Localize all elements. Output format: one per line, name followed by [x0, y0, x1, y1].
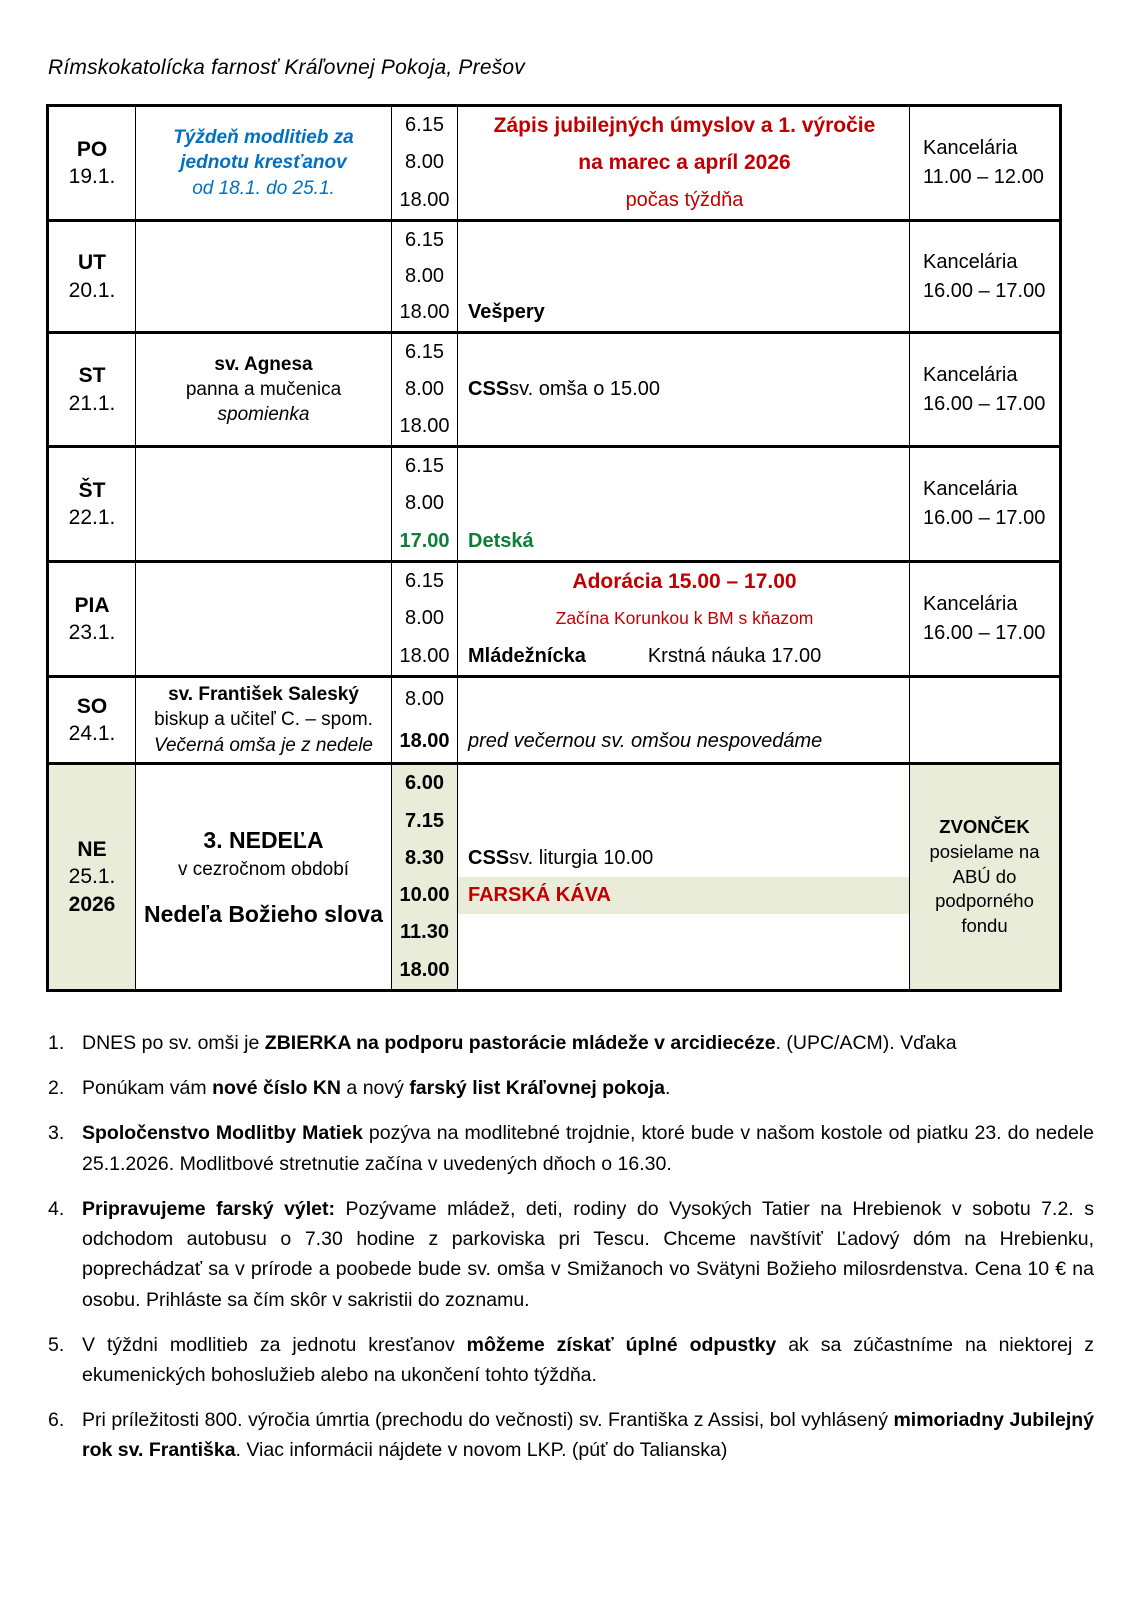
announcement-item-5: [48, 1330, 1094, 1390]
announcement-segment: . (UPC/ACM). Vďaka: [775, 1032, 957, 1054]
announcement-segment: ak sa zúčastníme na niektorej z ekumenických bohoslužieb alebo na ukončení tohto týždňa.: [82, 1333, 1094, 1386]
times-cell-ne: [391, 765, 457, 989]
time-value: 8.00: [405, 378, 444, 400]
office-line: 11.00 – 12.00: [923, 166, 1044, 188]
announcement-segment: a nový: [341, 1077, 410, 1100]
announcement-segment: DNES po sv. omši je: [82, 1032, 265, 1054]
desc-line: [458, 600, 909, 637]
office-line: 16.00 – 17.00: [923, 507, 1046, 529]
day-cell-so: [49, 678, 135, 762]
feast-cell-st: [135, 334, 391, 445]
announcement-number: 4.: [48, 1197, 65, 1220]
desc-line: [458, 222, 909, 258]
announcements-list: [48, 1028, 1094, 1466]
schedule-row-po: [49, 107, 1059, 219]
day-line: UT: [78, 251, 106, 275]
day-line: ŠT: [78, 478, 106, 502]
day-cell-ne: [49, 765, 135, 989]
office-line: posielame na ABÚ do podporného fondu: [929, 840, 1040, 937]
day-line: 20.1.: [68, 278, 116, 302]
desc-line: [458, 408, 909, 445]
announcement-segment: . Viac informácii nájdete v novom LKP. (púť do Talianska): [235, 1439, 728, 1462]
times-cell-so: [391, 678, 457, 762]
feast-line: Týždeň modlitieb za: [173, 127, 354, 149]
times-cell-stv: [391, 448, 457, 560]
desc-line: [458, 371, 909, 408]
desc-line: [458, 765, 909, 802]
desc-text: Krstná náuka 17.00: [647, 644, 822, 667]
feast-cell-ne: [135, 765, 391, 989]
office-line: Kancelária: [923, 593, 1018, 615]
announcement-text: [82, 1194, 1094, 1315]
day-line: 23.1.: [68, 621, 116, 644]
desc-text: Vešpery: [468, 301, 545, 324]
desc-line: [458, 914, 909, 951]
day-line: SO: [76, 694, 108, 718]
desc-line: [458, 678, 909, 720]
announcement-segment: Pri príležitosti 800. výročia úmrtia (prechodu do večnosti) sv. Františka z Assisi, bol vyhlásený: [82, 1409, 894, 1432]
time-value: 18.00: [399, 644, 450, 667]
desc-text: CSS: [468, 846, 510, 869]
feast-line: Nedeľa Božieho slova: [144, 900, 383, 927]
schedule-row-pia: [49, 560, 1059, 675]
desc-text: Zápis jubilejných úmyslov a 1. výročie: [493, 113, 876, 137]
desc-text: sv. liturgia 10.00: [509, 846, 654, 869]
schedule-row-stv: [49, 445, 1059, 560]
times-cell-pia: [391, 563, 457, 675]
desc-text: sv. omša o 15.00: [509, 378, 660, 400]
office-cell-so: [909, 678, 1059, 762]
office-cell-ut: [909, 222, 1059, 331]
day-line: 2026: [68, 892, 116, 916]
time-value: 6.15: [405, 114, 444, 137]
announcement-segment: .: [665, 1077, 671, 1100]
office-line: Kancelária: [923, 478, 1018, 500]
announcement-segment: Pripravujeme farský výlet:: [82, 1197, 336, 1220]
desc-cell-stv: [457, 448, 909, 560]
desc-line: [458, 638, 909, 675]
feast-cell-pia: [135, 563, 391, 675]
announcement-segment: nové číslo KN: [212, 1077, 342, 1100]
schedule-row-so: [49, 675, 1059, 762]
desc-text: Detská: [468, 529, 534, 552]
times-cell-ut: [391, 222, 457, 331]
desc-line: [458, 485, 909, 522]
announcement-segment: V týždni modlitieb za jednotu kresťanov: [82, 1333, 467, 1356]
office-cell-pia: [909, 563, 1059, 675]
office-cell-st: [909, 334, 1059, 445]
time-value: 6.15: [405, 341, 444, 363]
desc-text: Začína Korunkou k BM s kňazom: [555, 608, 814, 629]
announcement-segment: farský list Kráľovnej pokoja: [409, 1077, 666, 1100]
day-line: 22.1.: [68, 506, 116, 529]
announcement-number: 5.: [48, 1333, 65, 1356]
time-value: 18.00: [399, 188, 450, 211]
time-value: 17.00: [399, 529, 450, 552]
feast-line: Večerná omša je z nedele: [154, 734, 373, 756]
schedule-row-ne: [49, 762, 1059, 989]
day-cell-po: [49, 107, 135, 219]
announcement-item-4: [48, 1194, 1094, 1315]
time-value: 8.00: [405, 687, 444, 710]
office-line: Kancelária: [923, 250, 1018, 273]
day-line: 19.1.: [68, 165, 116, 188]
feast-line: jednotu kresťanov: [180, 152, 347, 174]
desc-text: na marec a apríl 2026: [578, 150, 791, 174]
announcement-segment: môžeme získať úplné odpustky: [466, 1333, 777, 1356]
times-cell-st: [391, 334, 457, 445]
times-cell-po: [391, 107, 457, 219]
day-line: ST: [78, 364, 106, 388]
desc-text: FARSKÁ KÁVA: [468, 884, 611, 907]
schedule-row-ut: [49, 219, 1059, 331]
day-line: PIA: [74, 593, 110, 617]
day-cell-ut: [49, 222, 135, 331]
time-value: 18.00: [399, 958, 450, 981]
desc-line: [458, 144, 909, 181]
schedule-table: [46, 104, 1062, 992]
announcement-item-1: [48, 1028, 1094, 1058]
desc-cell-ne: [457, 765, 909, 989]
desc-cell-po: [457, 107, 909, 219]
day-cell-stv: [49, 448, 135, 560]
desc-line: [458, 563, 909, 600]
desc-text: Adorácia 15.00 – 17.00: [572, 569, 797, 593]
desc-line: [458, 182, 909, 219]
feast-line: sv. Agnesa: [214, 353, 313, 375]
day-line: 24.1.: [68, 722, 116, 745]
desc-cell-so: [457, 678, 909, 762]
announcement-text: [82, 1330, 1094, 1390]
schedule-row-st: [49, 331, 1059, 445]
desc-line: [458, 523, 909, 560]
time-value: 8.00: [405, 151, 444, 174]
time-value: 11.30: [400, 921, 449, 944]
feast-line: 3. NEDEĽA: [203, 826, 324, 853]
day-cell-pia: [49, 563, 135, 675]
desc-cell-st: [457, 334, 909, 445]
desc-text: počas týždňa: [625, 188, 744, 211]
announcement-segment: ZBIERKA na podporu pastorácie mládeže v arcidiecéze: [264, 1032, 776, 1054]
announcement-segment: pozýva na modlitebné trojdnie, ktoré bude v našom kostole od piatku 23. do nedele 25.1.2026. Modlitbové stretnutie začína v uvedených dňoch o 16.30.: [82, 1122, 1094, 1175]
office-line: ZVONČEK: [939, 815, 1030, 837]
announcement-text: [82, 1118, 1094, 1178]
announcement-number: 1.: [48, 1032, 65, 1054]
time-value: 18.00: [399, 301, 450, 324]
desc-line-highlighted: [458, 877, 909, 914]
office-line: Kancelária: [923, 363, 1018, 386]
time-value: 10.00: [399, 884, 450, 907]
time-value: 8.00: [405, 607, 444, 630]
desc-line: [458, 295, 909, 331]
office-line: 16.00 – 17.00: [923, 279, 1046, 302]
desc-line: [458, 720, 909, 762]
time-value: 8.00: [405, 492, 444, 515]
announcement-number: 2.: [48, 1077, 65, 1100]
parish-title: Rímskokatolícka farnosť Kráľovnej Pokoja, Prešov: [48, 56, 525, 79]
time-value: 6.15: [405, 455, 444, 478]
feast-line: sv. František Saleský: [168, 684, 359, 706]
day-line: PO: [76, 137, 108, 161]
announcement-segment: mimoriadny Jubilejný rok sv. Františka: [82, 1409, 1095, 1462]
feast-line: v cezročnom období: [177, 859, 350, 881]
feast-line: biskup a učiteľ C. – spom.: [154, 709, 373, 731]
desc-line: [458, 258, 909, 294]
day-cell-st: [49, 334, 135, 445]
desc-text: CSS: [468, 378, 510, 400]
office-cell-stv: [909, 448, 1059, 560]
time-value: 8.30: [405, 846, 444, 869]
desc-text: Mládežnícka: [468, 644, 586, 667]
time-value: 6.15: [405, 570, 444, 593]
announcement-segment: Ponúkam vám: [82, 1077, 213, 1100]
day-line: 21.1.: [68, 391, 116, 415]
desc-line: [458, 840, 909, 877]
feast-line: panna a mučenica: [185, 378, 342, 400]
announcement-text: [82, 1028, 1094, 1058]
announcement-number: 6.: [48, 1409, 65, 1432]
feast-line: spomienka: [217, 404, 310, 426]
time-value: 18.00: [399, 415, 450, 437]
desc-text: pred večernou sv. omšou nespovedáme: [468, 729, 823, 752]
announcement-text: [82, 1405, 1094, 1465]
office-cell-po: [909, 107, 1059, 219]
announcement-item-3: [48, 1118, 1094, 1178]
desc-cell-ut: [457, 222, 909, 331]
feast-line: od 18.1. do 25.1.: [192, 177, 335, 199]
desc-line: [458, 334, 909, 371]
feast-cell-so: [135, 678, 391, 762]
announcement-segment: Pozývame mládež, deti, rodiny do Vysokých Tatier na Hrebienok v sobotu 7.2. s odchodom autobusu o 7.30 hodine z parkoviska pri Tescu. Chceme navštíviť Ľadový dóm na Hrebienku, poprechádzať sa v prírode a poobede bude sv. omša v Smižanoch vo Svätyni Božieho milosrdenstva. Cena 10 € na osobu. Prihláste sa čím skôr v sakristii do zoznamu.: [82, 1197, 1094, 1311]
desc-line: [458, 952, 909, 989]
office-line: 16.00 – 17.00: [923, 622, 1046, 644]
time-value: 6.00: [405, 772, 444, 795]
office-cell-ne: [909, 765, 1059, 989]
office-line: 16.00 – 17.00: [923, 392, 1046, 415]
day-line: 25.1.: [68, 865, 116, 889]
time-value: 7.15: [405, 809, 444, 832]
announcement-item-2: [48, 1073, 1094, 1103]
time-value: 8.00: [405, 264, 444, 287]
announcement-text: [82, 1073, 1094, 1103]
time-value: 18.00: [399, 729, 450, 752]
announcement-number: 3.: [48, 1122, 65, 1145]
feast-cell-stv: [135, 448, 391, 560]
day-line: NE: [77, 838, 107, 862]
desc-cell-pia: [457, 563, 909, 675]
feast-cell-ut: [135, 222, 391, 331]
feast-cell-po: [135, 107, 391, 219]
desc-line: [458, 802, 909, 839]
time-value: 6.15: [405, 228, 444, 251]
office-line: Kancelária: [923, 137, 1018, 159]
announcement-segment: Spoločenstvo Modlitby Matiek: [82, 1122, 363, 1145]
announcement-item-6: [48, 1405, 1094, 1465]
desc-line: [458, 448, 909, 485]
desc-line: [458, 107, 909, 144]
